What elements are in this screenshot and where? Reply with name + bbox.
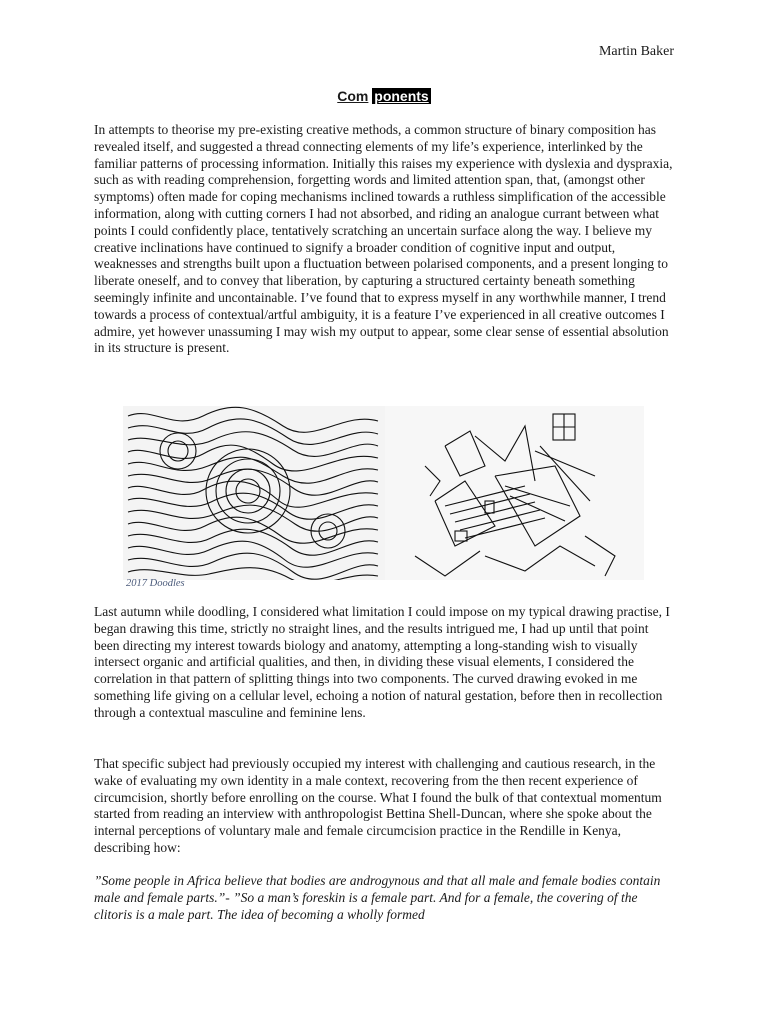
author-name: Martin Baker (598, 44, 674, 59)
paragraph-doodling: Last autumn while doodling, I considered what limitation I could impose on my typical drawing practise, I began drawing this time, strictly no straight lines, and the results intrigued me, I had up until that point been directing my interest towards biology and anatomy, attempting a long-standing wish to visually intersect organic and artificial qualities, and then, in dividing these visual elements, I considered the correlation in that pattern of splitting things into two components. The curved drawing evoked in me something life giving on a cellular level, echoing a notion of natural gestation, before then in recollection through a contextual masculine and feminine lens. (94, 604, 670, 720)
title-part-1: Com (337, 88, 369, 104)
paragraph-quote: ”Some people in Africa believe that bodies are androgynous and that all male and female bodies contain male and female parts.”- ”So a man’s foreskin is a female part. And for a female, the covering of the clitoris is a male part. The idea of becoming a wholly formed (94, 873, 661, 922)
title-part-2-highlighted: ponents (374, 88, 429, 104)
paragraph-research: That specific subject had previously occupied my interest with challenging and cautious research, in the wake of evaluating my own identity in a male context, recovering from the then recent experience of circumcision, shortly before enrolling on the course. What I found the bulk of that contextual momentum started from reading an interview with anthropologist Bettina Shell-Duncan, where she spoke about the internal perceptions of voluntary male and female circumcision practice in the Rendille in Kenya, describing how: (94, 756, 662, 855)
figure-caption: 2017 Doodles (126, 578, 185, 589)
paragraph-intro: In attempts to theorise my pre-existing creative methods, a common structure of binary composition has revealed itself, and suggested a thread connecting elements of my life’s experience, interlinked by the familiar patterns of processing information. Initially this raises my experience with dyslexia and dyspraxia, such as with reading comprehension, forgetting words and limited attention span, that, (amongst other symptoms) often made for coping mechanisms inclined towards a ruthless simplification of the accessible information, along with cutting corners I had not absorbed, and riding an analogue currant between what points I could confidently place, tentatively scratching an uncertain surface along the way. I believe my creative inclinations have continued to signify a broader condition of cognitive input and output, weaknesses and strengths built upon a fluctuation between polarised components, and a present longing to liberate oneself, and to convey that liberation, by capturing a structured certainty beneath something seemingly infinite and uncontainable. I’ve found that to express myself in any worthwhile manner, I trend towards a process of contextual/artful ambiguity, it is a feature I’ve experienced in all creative outcomes I admire, yet however unassuming I may wish my output to appear, some clear sense of essential absolution in its structure is present. (94, 122, 673, 356)
curved-line-doodle-image (123, 406, 385, 580)
doodles-figure (123, 406, 644, 580)
straight-line-doodle-image (385, 406, 644, 580)
page-title (0, 88, 768, 104)
